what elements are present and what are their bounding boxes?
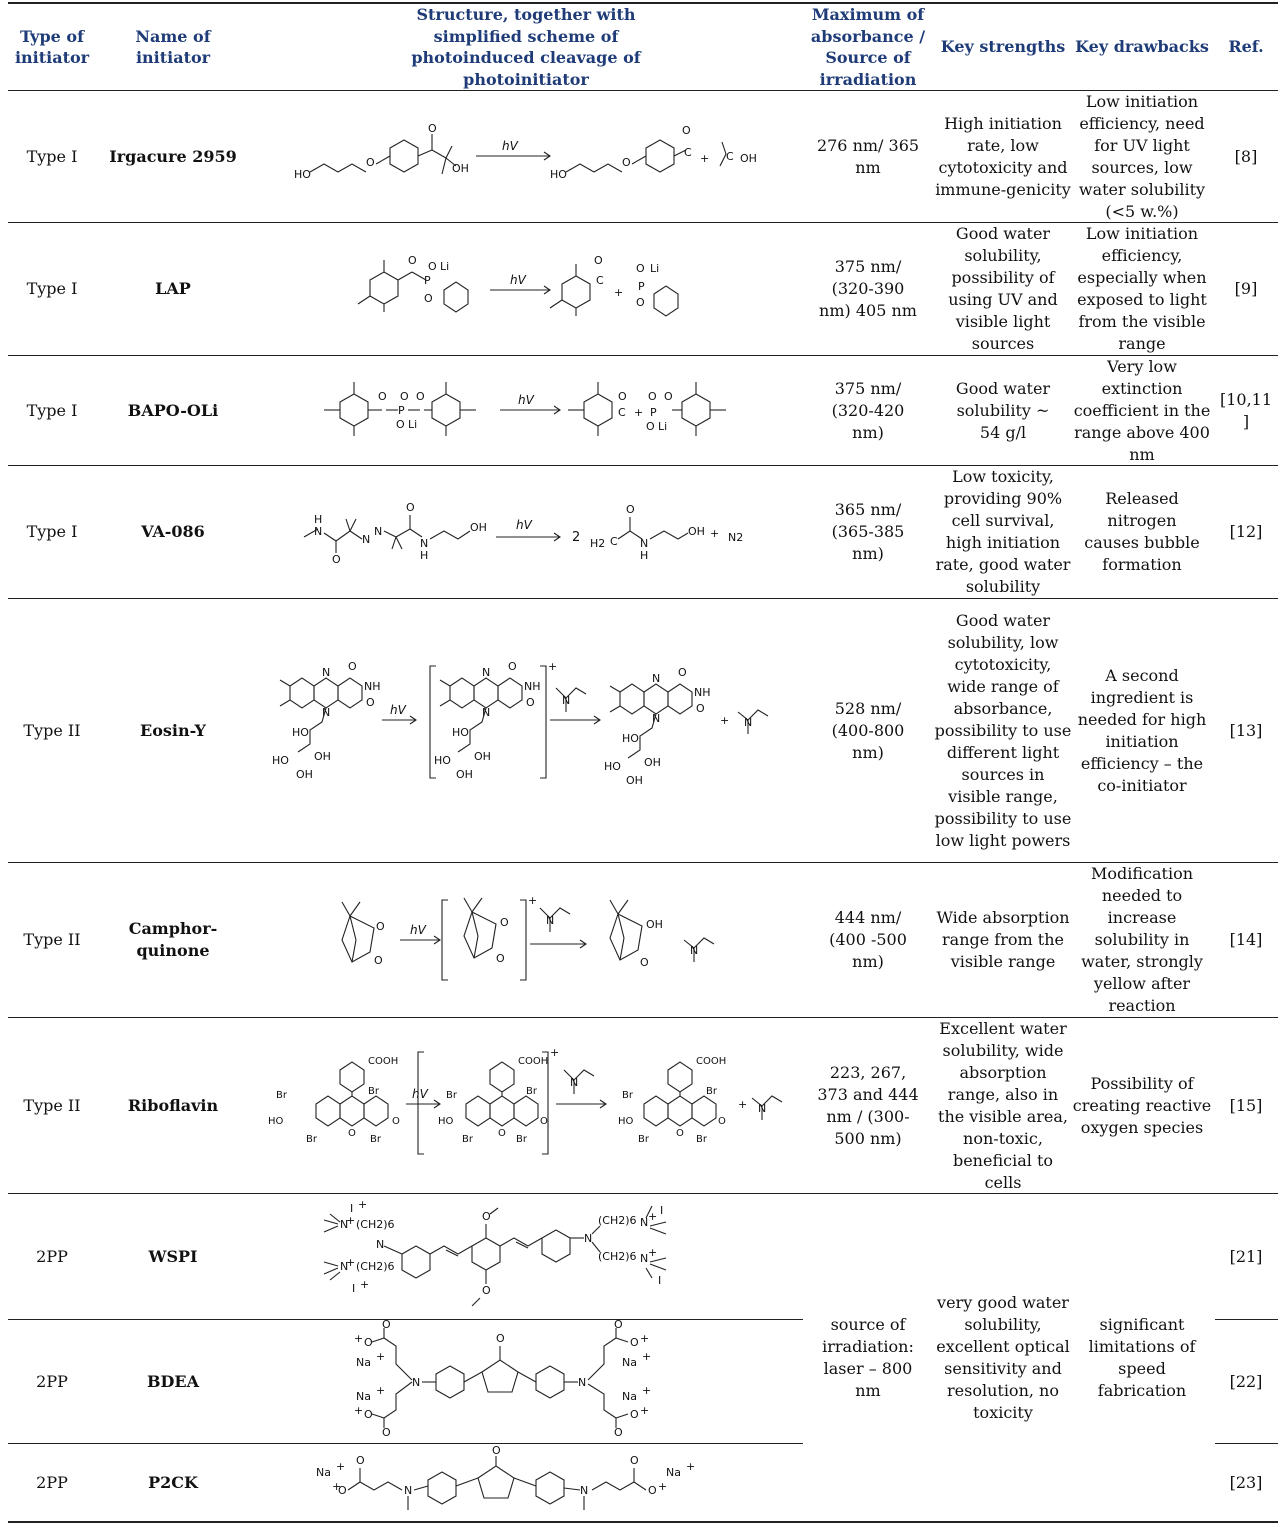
row-ref: [12]: [1229, 522, 1263, 541]
svg-text:O: O: [648, 1484, 657, 1497]
svg-text:O: O: [366, 696, 375, 709]
svg-text:O: O: [374, 954, 383, 967]
svg-text:N: N: [640, 1216, 649, 1229]
svg-text:HO: HO: [618, 1116, 634, 1127]
row-strengths: Good water solubility, low cytotoxicity, wide range of absorbance, possibility to use different light sources in visible range, possibility to use low light powers: [934, 610, 1072, 850]
svg-text:COOH: COOH: [696, 1056, 727, 1067]
svg-text:O: O: [348, 1128, 356, 1139]
svg-text:I: I: [350, 1202, 354, 1215]
svg-text:H: H: [420, 549, 429, 562]
row-ref: [14]: [1229, 930, 1263, 949]
svg-text:O: O: [626, 503, 635, 516]
svg-text:P: P: [424, 274, 431, 287]
row-name: Irgacure 2959: [109, 146, 237, 166]
row-type: Type I: [26, 146, 78, 166]
svg-text:O: O: [496, 1332, 505, 1345]
svg-text:OH: OH: [456, 768, 473, 781]
row-type: 2PP: [36, 1472, 68, 1492]
shared-2pp-strengths: very good water solubility, excellent optical sensitivity and resolution, no toxicity: [936, 1292, 1070, 1422]
row-name: Camphor-quinone: [128, 919, 218, 960]
svg-text:OH: OH: [646, 918, 663, 931]
svg-text:N: N: [570, 1076, 579, 1089]
svg-text:(CH2)6: (CH2)6: [356, 1260, 395, 1273]
svg-text:hV: hV: [412, 1087, 428, 1101]
row-absorbance: 375 nm/ (320-390 nm) 405 nm: [819, 257, 917, 320]
svg-text:O: O: [366, 156, 375, 169]
svg-text:Br: Br: [306, 1134, 317, 1145]
svg-text:Li: Li: [650, 262, 660, 275]
svg-text:Br: Br: [446, 1090, 457, 1101]
svg-text:N: N: [652, 672, 661, 685]
structure-p2ck: [310, 1446, 750, 1518]
row-type: Type I: [26, 522, 78, 541]
svg-text:+: +: [358, 1198, 368, 1211]
svg-text:HO: HO: [292, 726, 309, 739]
svg-text:HO: HO: [268, 1116, 284, 1127]
svg-text:COOH: COOH: [368, 1056, 399, 1067]
svg-text:Na: Na: [622, 1356, 637, 1369]
svg-text:OH: OH: [296, 768, 313, 781]
svg-text:N: N: [652, 712, 661, 725]
svg-text:OH: OH: [470, 521, 487, 534]
svg-text:+: +: [720, 714, 730, 727]
svg-text:hV: hV: [518, 393, 534, 407]
svg-text:O: O: [408, 254, 417, 267]
svg-text:+: +: [648, 1246, 658, 1259]
svg-text:O: O: [682, 124, 691, 137]
svg-text:+: +: [658, 1480, 668, 1493]
svg-text:N: N: [420, 537, 429, 550]
svg-text:Br: Br: [370, 1134, 381, 1145]
svg-text:Na: Na: [622, 1390, 637, 1403]
svg-text:P: P: [638, 280, 645, 293]
row-ref: [9]: [1234, 279, 1258, 298]
svg-text:O: O: [594, 254, 603, 267]
svg-text:O: O: [630, 1336, 639, 1349]
header-ref: Ref.: [1228, 37, 1264, 57]
svg-text:Br: Br: [696, 1134, 707, 1145]
svg-text:O: O: [364, 1336, 373, 1349]
svg-text:O: O: [482, 1284, 491, 1297]
svg-text:O: O: [492, 1444, 501, 1457]
row-name: WSPI: [148, 1246, 198, 1266]
row-drawbacks: A second ingredient is needed for high initiation efficiency – the co-initiator: [1077, 665, 1207, 795]
structure-lap: [350, 250, 710, 330]
svg-text:N: N: [322, 706, 331, 719]
svg-text:O: O: [382, 1426, 391, 1439]
svg-text:N: N: [546, 914, 555, 927]
svg-text:O: O: [614, 1426, 623, 1439]
structure-riboflavin: [266, 1044, 796, 1164]
table-bottom-rule: [8, 1521, 1278, 1523]
svg-text:HO: HO: [622, 732, 639, 745]
svg-text:O: O: [618, 390, 627, 403]
svg-text:HO: HO: [604, 760, 621, 773]
svg-text:+: +: [642, 1384, 652, 1397]
header-structure: Structure, together with simplified scheme of photoinduced cleavage of photoinitiator: [411, 5, 641, 89]
svg-text:I: I: [660, 1204, 664, 1217]
svg-text:O: O: [364, 1408, 373, 1421]
structure-bapo-oli: [320, 372, 740, 452]
header-strengths: Key strengths: [940, 37, 1066, 57]
svg-text:Br: Br: [706, 1086, 717, 1097]
row-type: Type I: [26, 400, 78, 420]
svg-text:I: I: [352, 1282, 356, 1295]
svg-text:C: C: [610, 535, 618, 548]
svg-text:O: O: [392, 1116, 400, 1127]
svg-text:O: O: [348, 660, 357, 673]
svg-text:O: O: [636, 296, 645, 309]
svg-text:N: N: [578, 1376, 587, 1389]
svg-text:NH: NH: [364, 680, 381, 693]
svg-text:O: O: [382, 1318, 391, 1331]
svg-text:N: N: [340, 1218, 349, 1231]
svg-text:+: +: [354, 1332, 364, 1345]
svg-text:I: I: [658, 1274, 662, 1287]
svg-text:Br: Br: [638, 1134, 649, 1145]
row-type: 2PP: [36, 1246, 68, 1266]
svg-text:HO: HO: [438, 1116, 454, 1127]
svg-text:O: O: [424, 292, 433, 305]
svg-text:H2: H2: [590, 537, 606, 550]
svg-text:Na: Na: [666, 1466, 681, 1479]
svg-text:P: P: [650, 406, 657, 419]
svg-text:Br: Br: [526, 1086, 537, 1097]
svg-text:O: O: [482, 1210, 491, 1223]
svg-text:N: N: [482, 706, 491, 719]
row-name: BAPO-OLi: [127, 400, 219, 420]
svg-text:N: N: [322, 666, 331, 679]
row-drawbacks: Released nitrogen causes bubble formation: [1084, 489, 1200, 574]
svg-text:OH: OH: [644, 756, 661, 769]
svg-text:O: O: [400, 390, 409, 403]
svg-text:O: O: [338, 1484, 347, 1497]
row-name: P2CK: [148, 1472, 198, 1492]
svg-text:O: O: [332, 553, 341, 566]
row-strengths: Good water solubility, possibility of using UV and visible light sources: [948, 224, 1058, 353]
row-name: Eosin-Y: [140, 720, 206, 740]
structure-irgacure-2959: [290, 120, 770, 200]
svg-text:OH: OH: [740, 152, 757, 165]
svg-text:HO: HO: [452, 726, 469, 739]
svg-text:P: P: [398, 404, 405, 417]
svg-text:N: N: [362, 533, 371, 546]
svg-text:Br: Br: [276, 1090, 287, 1101]
svg-text:O: O: [378, 390, 387, 403]
structure-camphorquinone: [320, 890, 740, 990]
svg-text:O: O: [718, 1116, 726, 1127]
svg-text:O: O: [396, 418, 405, 431]
svg-text:+: +: [336, 1460, 346, 1473]
svg-text:+: +: [642, 1350, 652, 1363]
row-type: Type II: [23, 930, 81, 949]
svg-text:+: +: [738, 1098, 748, 1111]
svg-text:HO: HO: [272, 754, 289, 767]
row-absorbance: 365 nm/ (365-385 nm): [831, 500, 905, 563]
svg-text:+: +: [648, 1210, 658, 1223]
svg-text:+: +: [550, 1046, 560, 1059]
svg-text:Br: Br: [622, 1090, 633, 1101]
svg-text:+: +: [354, 1404, 364, 1417]
structure-va-086: [300, 495, 760, 571]
shared-2pp-drawbacks: significant limitations of speed fabrication: [1088, 1314, 1196, 1400]
svg-text:+: +: [346, 1214, 356, 1227]
svg-text:+: +: [640, 1404, 650, 1417]
svg-text:OH: OH: [452, 162, 469, 175]
svg-text:OH: OH: [474, 750, 491, 763]
row-ref: [22]: [1229, 1371, 1263, 1391]
svg-text:hV: hV: [390, 703, 406, 717]
svg-text:C: C: [684, 146, 692, 159]
row-strengths: Excellent water solubility, wide absorption range, also in the visible area, non-toxic, beneficial to cells: [938, 1018, 1068, 1192]
svg-text:O: O: [428, 260, 437, 273]
svg-text:O: O: [500, 916, 509, 929]
svg-text:+: +: [548, 660, 558, 673]
svg-text:O: O: [428, 122, 437, 135]
row-absorbance: 528 nm/ (400-800 nm): [831, 698, 905, 762]
svg-text:hV: hV: [502, 139, 518, 153]
svg-text:C: C: [618, 406, 626, 419]
svg-text:+: +: [686, 1460, 696, 1473]
svg-text:Br: Br: [462, 1134, 473, 1145]
svg-text:Li: Li: [440, 260, 450, 273]
svg-text:+: +: [700, 152, 710, 165]
svg-text:O: O: [356, 1454, 365, 1467]
svg-text:(CH2)6: (CH2)6: [598, 1250, 637, 1263]
row-ref: [15]: [1229, 1095, 1263, 1115]
structure-eosin-y: [270, 660, 790, 790]
svg-text:N: N: [580, 1484, 589, 1497]
svg-text:hV: hV: [410, 923, 426, 937]
svg-text:hV: hV: [516, 518, 532, 532]
svg-text:+: +: [528, 894, 538, 907]
row-drawbacks: Low initiation efficiency, especially when exposed to light from the visible range: [1077, 224, 1207, 353]
svg-text:NH: NH: [694, 686, 711, 699]
row-strengths: High initiation rate, low cytotoxicity and immune-genicity: [935, 113, 1071, 199]
header-absorbance: Maximum of absorbance / Source of irradiation: [810, 5, 926, 89]
shared-2pp-absorbance: source of irradiation: laser – 800 nm: [822, 1314, 914, 1400]
svg-text:N: N: [340, 1260, 349, 1273]
svg-text:N: N: [412, 1376, 421, 1389]
svg-text:N: N: [374, 525, 383, 538]
svg-text:O: O: [696, 702, 705, 715]
svg-text:COOH: COOH: [518, 1056, 549, 1067]
svg-text:HO: HO: [550, 168, 567, 181]
row-strengths: Wide absorption range from the visible range: [936, 908, 1070, 971]
svg-text:HO: HO: [294, 168, 311, 181]
row-absorbance: 276 nm/ 365 nm: [816, 135, 920, 177]
svg-text:O: O: [614, 1318, 623, 1331]
svg-text:N: N: [758, 1102, 767, 1115]
svg-text:H: H: [314, 513, 323, 526]
svg-text:N: N: [404, 1484, 413, 1497]
svg-text:N: N: [376, 1238, 385, 1251]
svg-text:OH: OH: [626, 774, 643, 787]
svg-text:N: N: [640, 537, 649, 550]
row-name: LAP: [155, 279, 191, 298]
row-ref: [8]: [1234, 146, 1258, 166]
row-drawbacks: Modification needed to increase solubility in water, strongly yellow after reaction: [1081, 864, 1203, 1015]
row-ref: [10,11 ]: [1219, 389, 1273, 431]
row-name: VA-086: [141, 522, 205, 541]
row-name: BDEA: [146, 1371, 199, 1391]
svg-text:O: O: [630, 1408, 639, 1421]
svg-text:Na: Na: [316, 1466, 331, 1479]
row-absorbance: 444 nm/ (400 -500 nm): [829, 908, 907, 971]
header-type: Type of initiator: [14, 26, 90, 67]
row-name: Riboflavin: [127, 1095, 219, 1115]
svg-text:O: O: [406, 501, 415, 514]
svg-text:+: +: [346, 1256, 356, 1269]
svg-text:N: N: [314, 525, 323, 538]
svg-text:O: O: [630, 1454, 639, 1467]
row-strengths: Low toxicity, providing 90% cell survival, high initiation rate, good water solubility: [935, 467, 1071, 596]
header-drawbacks: Key drawbacks: [1075, 37, 1209, 57]
svg-text:N2: N2: [728, 531, 744, 544]
svg-text:hV: hV: [510, 273, 526, 287]
svg-text:O: O: [622, 156, 631, 169]
svg-text:C: C: [726, 150, 734, 163]
svg-text:HO: HO: [434, 754, 451, 767]
row-ref: [21]: [1229, 1246, 1263, 1266]
svg-text:O: O: [646, 420, 655, 433]
structure-bdea: [350, 1318, 710, 1439]
svg-text:Li: Li: [408, 418, 418, 431]
svg-text:+: +: [376, 1350, 386, 1363]
svg-text:O: O: [648, 390, 657, 403]
svg-text:O: O: [640, 956, 649, 969]
svg-text:N: N: [584, 1232, 593, 1245]
row-type: Type II: [23, 720, 81, 740]
svg-text:Na: Na: [356, 1390, 371, 1403]
svg-text:O: O: [508, 660, 517, 673]
svg-text:Br: Br: [368, 1086, 379, 1097]
svg-text:O: O: [678, 666, 687, 679]
svg-text:O: O: [636, 262, 645, 275]
row-drawbacks: Possibility of creating reactive oxygen species: [1072, 1073, 1212, 1137]
svg-text:O: O: [526, 696, 535, 709]
svg-text:+: +: [360, 1278, 370, 1291]
svg-text:+: +: [332, 1480, 342, 1493]
svg-text:OH: OH: [314, 750, 331, 763]
row-ref: [13]: [1229, 720, 1263, 740]
svg-text:+: +: [614, 286, 624, 299]
svg-text:+: +: [376, 1384, 386, 1397]
row-absorbance: 375 nm/ (320-420 nm): [831, 378, 905, 442]
svg-text:O: O: [416, 390, 425, 403]
svg-text:Li: Li: [658, 420, 668, 433]
structure-wspi: [320, 1198, 740, 1314]
svg-text:N: N: [744, 716, 753, 729]
svg-text:O: O: [540, 1116, 548, 1127]
row-drawbacks: Low initiation efficiency, need for UV light sources, low water solubility (<5 w.%): [1078, 91, 1206, 221]
row-ref: [23]: [1229, 1472, 1263, 1492]
row-strengths: Good water solubility ~ 54 g/l: [955, 378, 1051, 442]
svg-text:2: 2: [572, 530, 581, 545]
row-drawbacks: Very low extinction coefficient in the range above 400 nm: [1073, 356, 1211, 464]
svg-text:N: N: [482, 666, 491, 679]
svg-text:(CH2)6: (CH2)6: [356, 1218, 395, 1231]
svg-text:O: O: [664, 390, 673, 403]
svg-text:(CH2)6: (CH2)6: [598, 1214, 637, 1227]
svg-text:+: +: [640, 1332, 650, 1345]
svg-text:Na: Na: [356, 1356, 371, 1369]
svg-text:OH: OH: [688, 525, 705, 538]
svg-text:N: N: [562, 694, 571, 707]
svg-text:N: N: [640, 1252, 649, 1265]
svg-text:O: O: [376, 920, 385, 933]
svg-text:+: +: [634, 406, 644, 419]
row-type: 2PP: [36, 1371, 68, 1391]
svg-text:Br: Br: [516, 1134, 527, 1145]
svg-text:NH: NH: [524, 680, 541, 693]
svg-text:N: N: [690, 944, 699, 957]
svg-text:H: H: [640, 549, 649, 562]
svg-text:+: +: [710, 527, 720, 540]
svg-text:O: O: [496, 952, 505, 965]
row-type: Type I: [26, 279, 78, 298]
svg-text:O: O: [676, 1128, 684, 1139]
row-type: Type II: [23, 1095, 81, 1115]
svg-text:O: O: [498, 1128, 506, 1139]
svg-text:C: C: [596, 274, 604, 287]
row-absorbance: 223, 267, 373 and 444 nm / (300-500 nm): [817, 1062, 919, 1148]
header-name: Name of initiator: [135, 26, 211, 67]
